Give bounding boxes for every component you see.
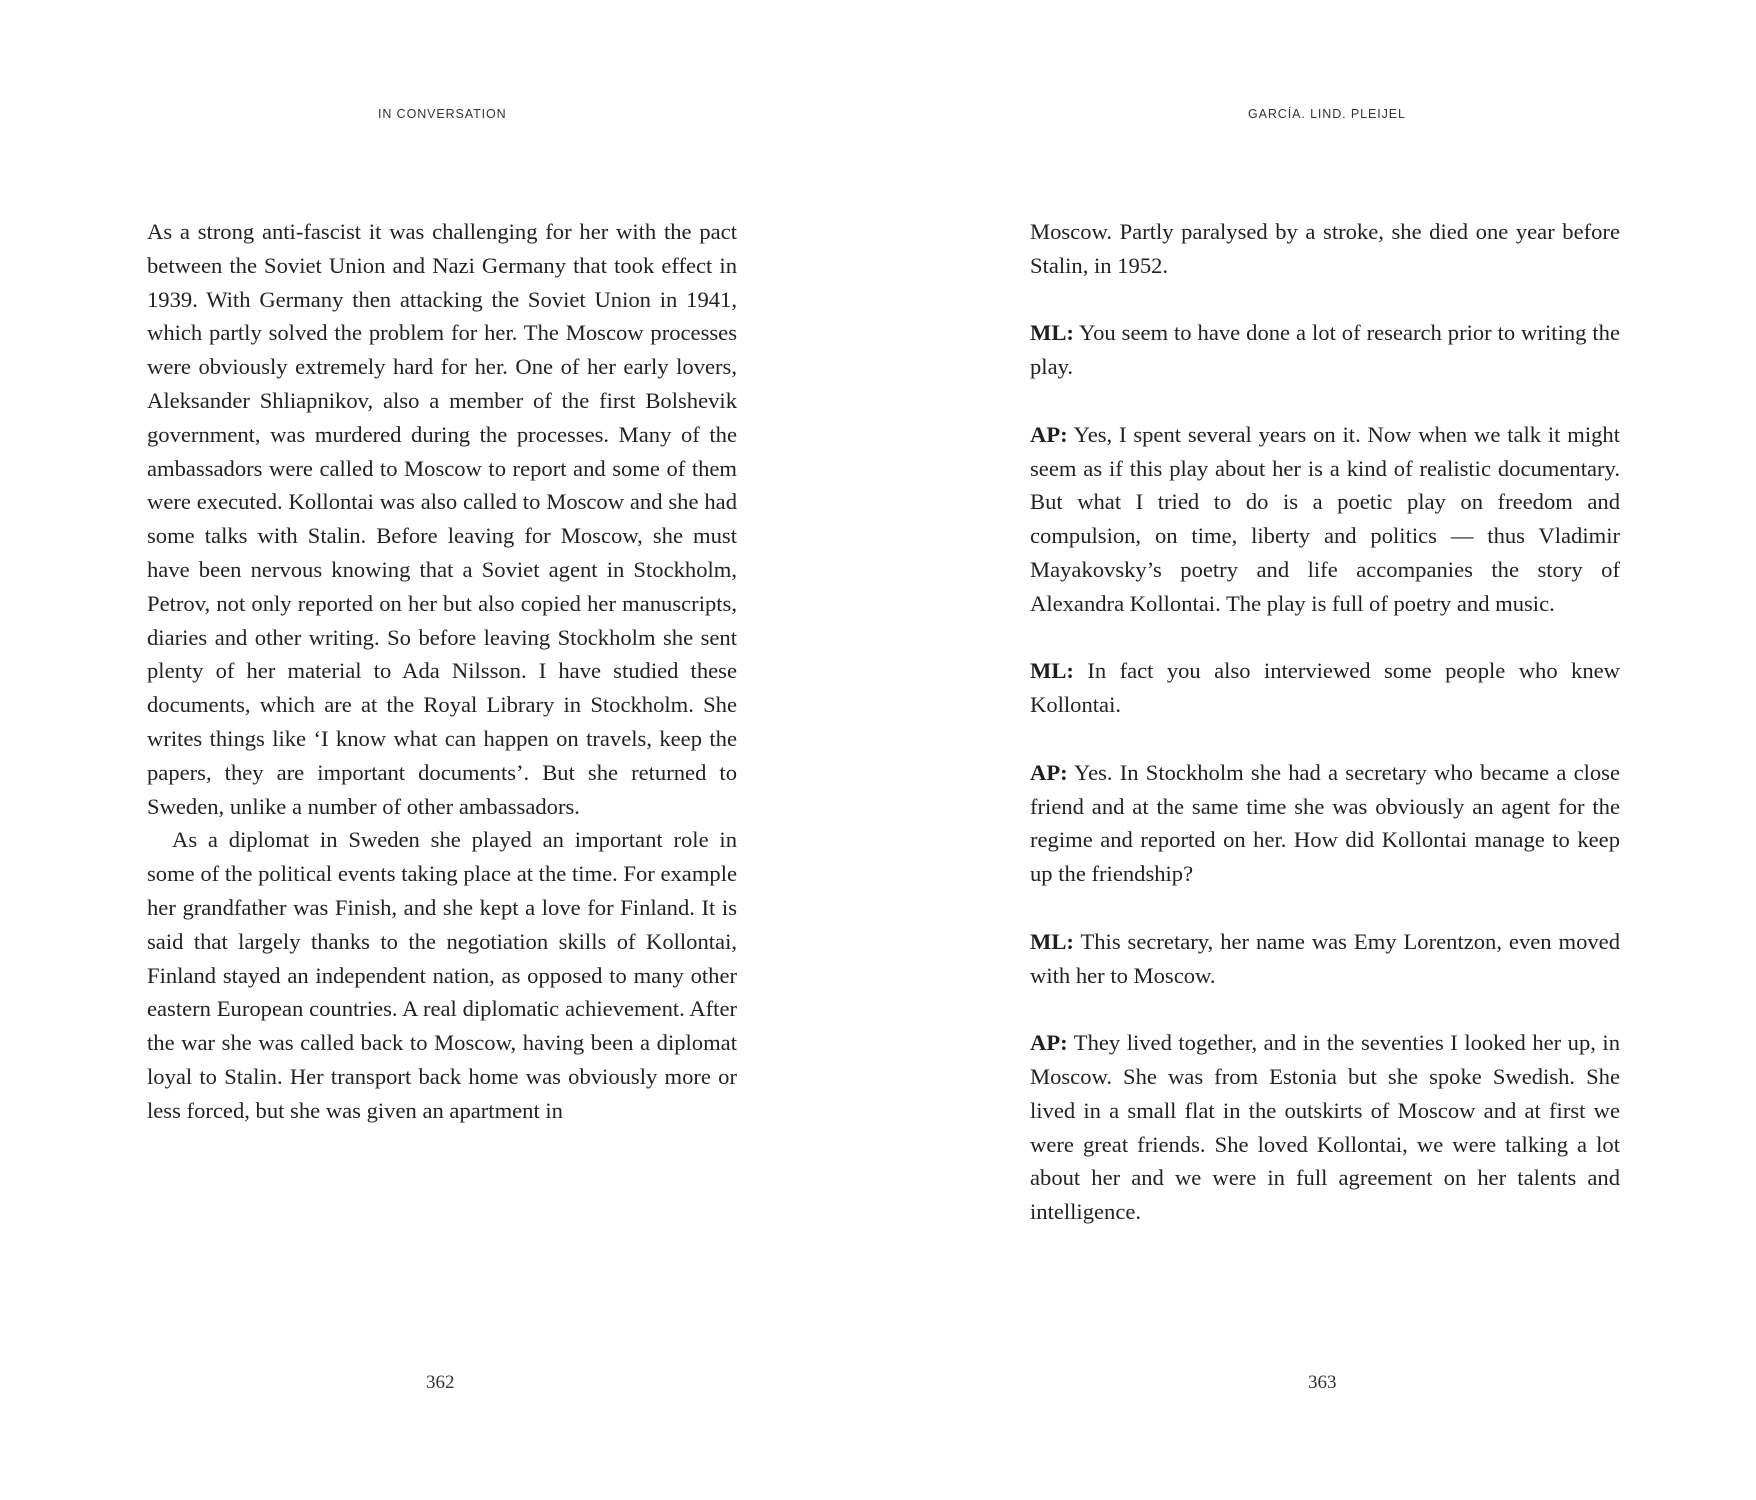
page-number: 363 (1308, 1372, 1337, 1393)
dialogue-text: You seem to have done a lot of research prior to writing the play. (1030, 320, 1621, 380)
dialogue-text: In fact you also interviewed some people who knew Kollontai. (1030, 658, 1620, 718)
dialogue-turn (1030, 654, 1620, 722)
body-text (147, 215, 737, 1128)
speaker-label: AP: (1030, 421, 1068, 447)
speaker-label: AP: (1030, 1030, 1068, 1056)
page-number: 362 (426, 1372, 455, 1393)
dialogue-text: They lived together, and in the seventies I looked her up, in Moscow. She was from Estonia but she spoke Swedish. She lived in a small flat in the outskirts of Moscow and at first we were great friends. She loved Kollontai, we were talking a lot about her and we were in full agreement on her talents and intelligence. (1030, 1030, 1620, 1225)
speaker-label: ML: (1030, 320, 1074, 346)
dialogue-text: This secretary, her name was Emy Lorentzon, even moved with her to Moscow. (1030, 928, 1620, 988)
paragraph: As a diplomat in Sweden she played an important role in some of the political events taking place at the time. For example her grandfather was Finish, and she kept a love for Finland. It is said that largely thanks to the negotiation skills of Kollontai, Finland stayed an independent nation, as opposed to many other eastern European countries. A real diplomatic achievement. After the war she was called back to Moscow, having been a diplomat loyal to Stalin. Her transport back home was obviously more or less forced, but she was given an apartment in (147, 827, 737, 1123)
dialogue-text: Yes. In Stockholm she had a secretary who became a close friend and at the same time she was obviously an agent for the regime and reported on her. How did Kollontai manage to keep up the friendship? (1030, 759, 1620, 887)
running-head: IN CONVERSATION (378, 107, 507, 121)
running-head: GARCÍA. LIND. PLEIJEL (1248, 107, 1406, 121)
interview-text (1030, 215, 1620, 1229)
dialogue-turn (1030, 1026, 1620, 1229)
speaker-label: AP: (1030, 759, 1068, 785)
right-page (878, 0, 1756, 1500)
paragraph: As a strong anti-fascist it was challenging for her with the pact between the Soviet Union and Nazi Germany that took effect in 1939. With Germany then attacking the Soviet Union in 1941, which partly solved the problem for her. The Moscow processes were obviously extremely hard for her. One of her early lovers, Aleksander Shliapnikov, also a member of the first Bolshevik government, was murdered during the processes. Many of the ambassadors were called to Moscow to report and some of them were executed. Kollontai was also called to Moscow and she had some talks with Stalin. Before leaving for Moscow, she must have been nervous knowing that a Soviet agent in Stockholm, Petrov, not only reported on her but also copied her manuscripts, diaries and other writing. So before leaving Stockholm she sent plenty of her material to Ada Nilsson. I have studied these documents, which are at the Royal Library in Stockholm. She writes things like ‘I know what can happen on travels, keep the papers, they are important documents’. But she returned to Sweden, unlike a number of other ambassadors. (147, 219, 737, 819)
dialogue-turn (1030, 925, 1620, 993)
dialogue-text: Yes, I spent several years on it. Now when we talk it might seem as if this play about her is a kind of realistic documentary. But what I tried to do is a poetic play on freedom and compulsion, on time, liberty and politics — thus Vladimir Mayakovsky’s poetry and life accompanies the story of Alexandra Kollontai. The play is full of poetry and music. (1030, 421, 1620, 616)
dialogue-turn (1030, 756, 1620, 891)
dialogue-turn (1030, 316, 1620, 384)
speaker-label: ML: (1030, 928, 1074, 954)
dialogue-turn (1030, 418, 1620, 621)
speaker-label: ML: (1030, 658, 1074, 684)
paragraph: Moscow. Partly paralysed by a stroke, she died one year before Stalin, in 1952. (1030, 219, 1620, 278)
